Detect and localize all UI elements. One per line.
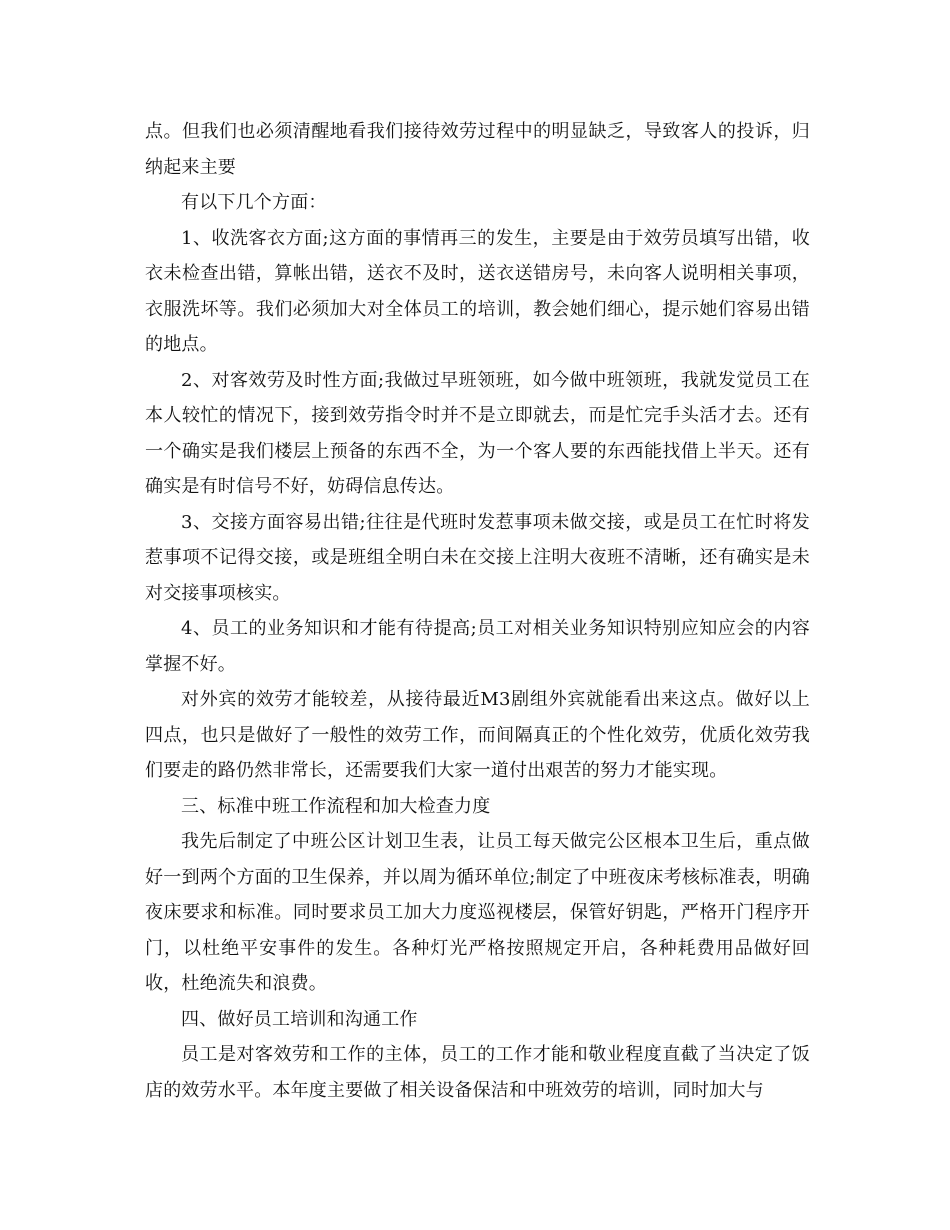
paragraph-item-1: 1、收洗客衣方面;这方面的事情再三的发生，主要是由于效劳员填写出错，收衣未检查出错，算帐出错，送衣不及时，送衣送错房号，未向客人说明相关事项，衣服洗坏等。我们必须加大对全体员工的培训，教会她们细心，提示她们容易出错的地点。 bbox=[145, 227, 810, 355]
paragraph-section-3: 我先后制定了中班公区计划卫生表，让员工每天做完公区根本卫生后，重点做好一到两个方面的卫生保养，并以周为循环单位;制定了中班夜床考核标准表，明确夜床要求和标准。同时要求员工加大力度巡视楼层，保管好钥匙，严格开门程序开门，以杜绝平安事件的发生。各种灯光严格按照规定开启，各种耗费用品做好回收，杜绝流失和浪费。 bbox=[145, 831, 810, 994]
paragraph-item-2: 2、对客效劳及时性方面;我做过早班领班，如今做中班领班，我就发觉员工在本人较忙的情况下，接到效劳指令时并不是立即就去，而是忙完手头活才去。还有一个确实是我们楼层上预备的东西不全，为一个客人要的东西能找借上半天。还有确实是有时信号不好，妨碍信息传达。 bbox=[145, 369, 810, 497]
paragraph-continuation: 点。但我们也必须清醒地看我们接待效劳过程中的明显缺乏，导致客人的投诉，归纳起来主要 bbox=[145, 121, 810, 178]
paragraph-item-3: 3、交接方面容易出错;往往是代班时发惹事项未做交接，或是员工在忙时将发惹事项不记得交接，或是班组全明白未在交接上注明大夜班不清晰，还有确实是未对交接事项核实。 bbox=[145, 511, 810, 604]
paragraph-foreign-guests: 对外宾的效劳才能较差，从接待最近M3剧组外宾就能看出来这点。做好以上四点，也只是做好了一般性的效劳工作，而间隔真正的个性化效劳，优质化效劳我们要走的路仍然非常长，还需要我们大家一道付出艰苦的努力才能实现。 bbox=[145, 689, 810, 781]
paragraph-intro: 有以下几个方面： bbox=[181, 192, 327, 213]
paragraph-item-4: 4、员工的业务知识和才能有待提高;员工对相关业务知识特别应知应会的内容掌握不好。 bbox=[145, 618, 810, 675]
section-heading-4: 四、做好员工培训和沟通工作 bbox=[181, 1008, 418, 1030]
document-body bbox=[145, 114, 810, 1108]
paragraph-section-4: 员工是对客效劳和工作的主体，员工的工作才能和敬业程度直截了当决定了饭店的效劳水平。本年度主要做了相关设备保洁和中班效劳的培训，同时加大与 bbox=[145, 1044, 810, 1101]
section-heading-3: 三、标准中班工作流程和加大检查力度 bbox=[181, 795, 491, 817]
